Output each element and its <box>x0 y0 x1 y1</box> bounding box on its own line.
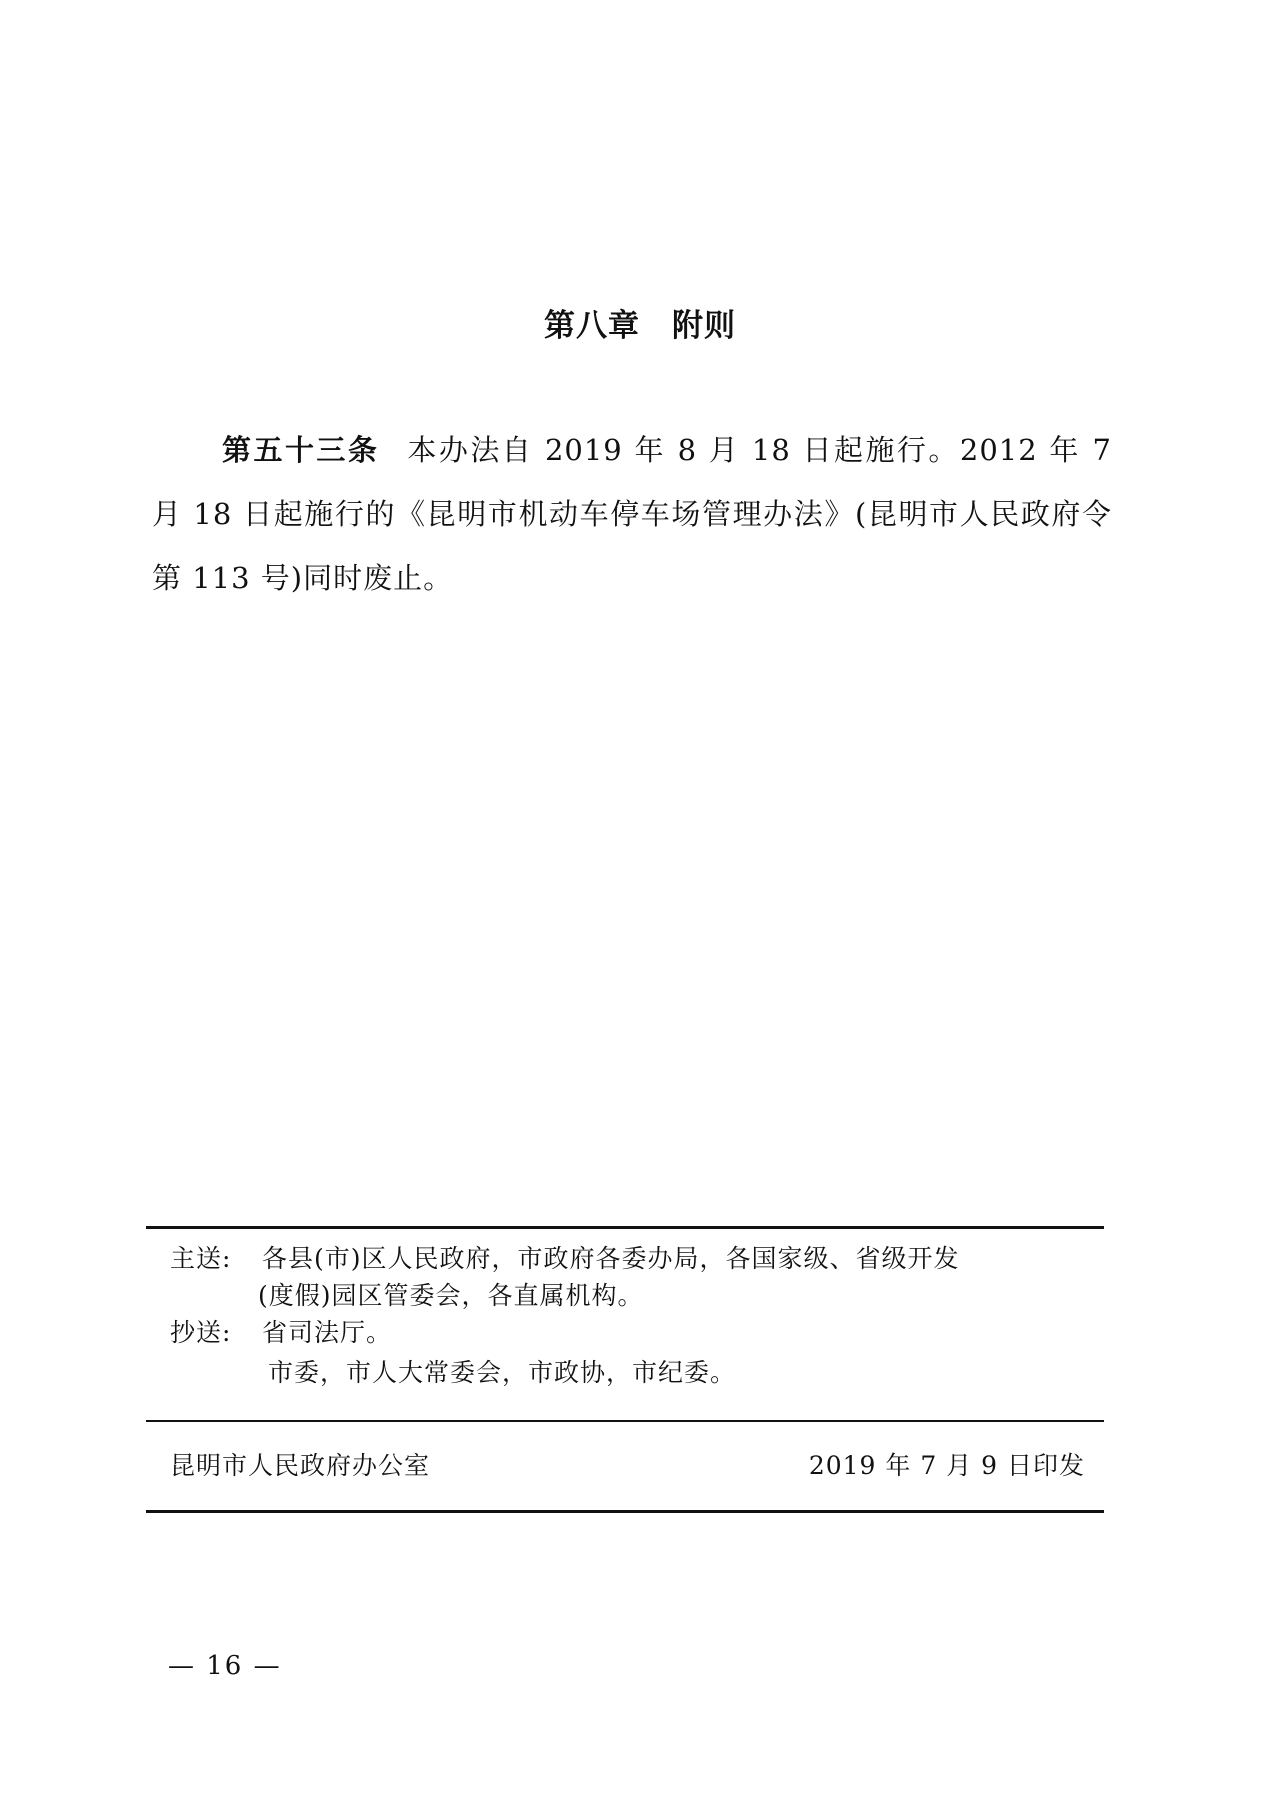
article-label: 第五十三条 <box>222 433 380 467</box>
main-recipients-label: 主送: <box>170 1244 232 1273</box>
page-number: — 16 — <box>168 1651 282 1681</box>
article-text: 本办法自 2019 年 8 月 18 日起施行。2012 年 7 月 18 日起施行的《昆明市机动车停车场管理办法》(昆明市人民政府令第 113 号)同时废止。 <box>152 433 1112 595</box>
article-paragraph <box>152 418 1112 610</box>
distribution-top-rule <box>146 1226 1104 1229</box>
issue-date: 2019 年 7 月 9 日印发 <box>808 1451 1085 1480</box>
copy-recipients-label: 抄送: <box>170 1318 232 1347</box>
issuing-office: 昆明市人民政府办公室 <box>170 1451 431 1480</box>
distribution-bottom-rule <box>146 1510 1104 1513</box>
copy-recipients-line-2: 市委，市人大常委会，市政协，市纪委。 <box>268 1358 737 1387</box>
chapter-title: 第八章 附则 <box>544 308 736 344</box>
main-recipients-line-2: (度假)园区管委会，各直属机构。 <box>258 1281 644 1310</box>
copy-recipients-line-1: 省司法厅。 <box>262 1318 393 1347</box>
main-recipients-line-1: 各县(市)区人民政府，市政府各委办局，各国家级、省级开发 <box>262 1244 960 1273</box>
distribution-middle-rule <box>146 1420 1104 1422</box>
